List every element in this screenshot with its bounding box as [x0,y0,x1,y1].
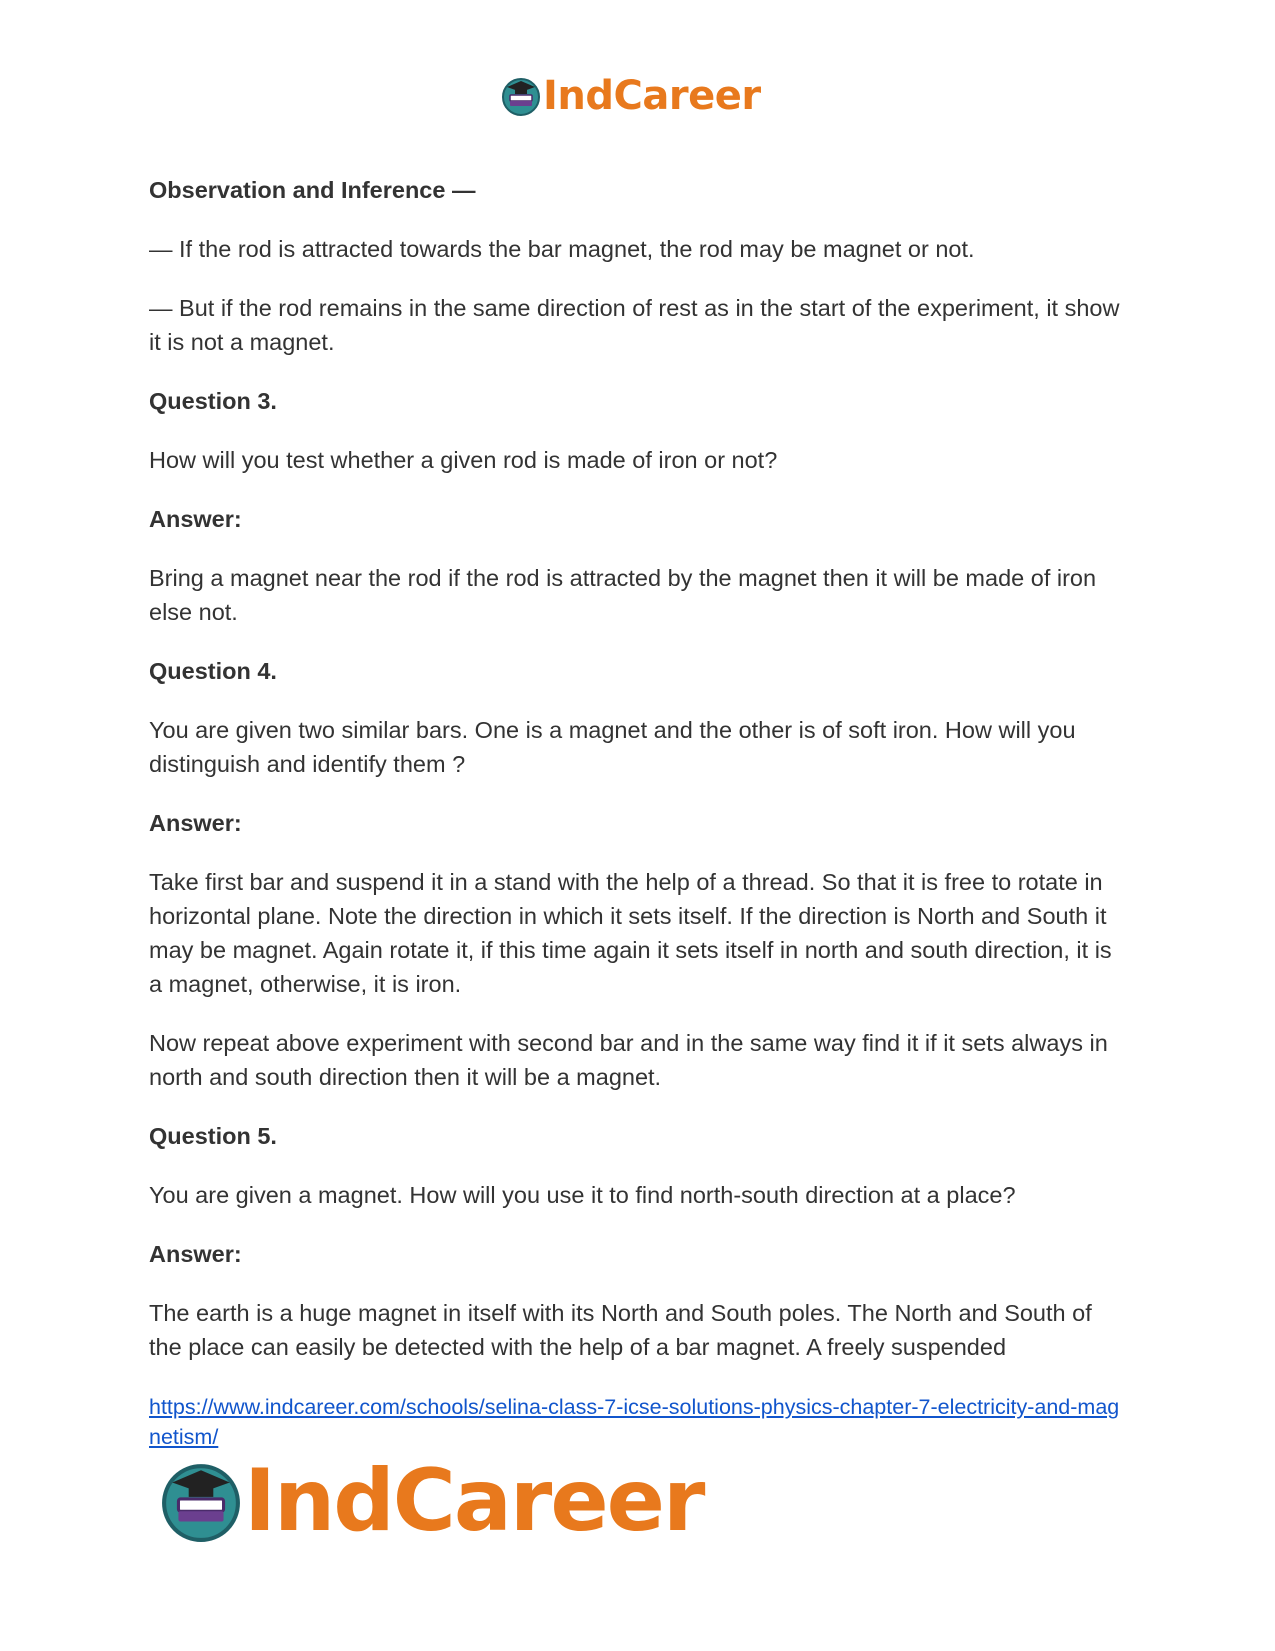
paragraph: Answer: [149,810,242,836]
brand-name: IndCareer [543,73,761,119]
paragraph: — If the rod is attracted towards the bar magnet, the rod may be magnet or not. [149,236,975,262]
paragraph: Question 3. [149,388,277,414]
paragraph: — But if the rod remains in the same direction of rest as in the start of the experiment, it show it is not a magnet. [149,295,1120,355]
paragraph: Bring a magnet near the rod if the rod is attracted by the magnet then it will be made of iron else not. [149,565,1097,625]
paragraph: How will you test whether a given rod is made of iron or not? [149,447,778,473]
document-body [149,173,1129,1389]
paragraph: You are given a magnet. How will you use it to find north-south direction at a place? [149,1182,1016,1208]
paragraph: Now repeat above experiment with second bar and in the same way find it if it sets always in north and south direction then it will be a magnet. [149,1030,1108,1090]
paragraph: You are given two similar bars. One is a magnet and the other is of soft iron. How will you distinguish and identify them ? [149,717,1076,777]
globe-book-icon [160,1460,242,1542]
footer-logo [160,1451,704,1551]
footer-source-link[interactable]: https://www.indcareer.com/schools/selina-class-7-icse-solutions-physics-chapter-7-electricity-and-magnetism/ [149,1395,1120,1449]
paragraph: Question 4. [149,658,277,684]
paragraph: Observation and Inference — [149,177,476,203]
header-logo [501,73,761,119]
paragraph: Answer: [149,1241,242,1267]
paragraph: Answer: [149,506,242,532]
brand-name: IndCareer [244,1451,704,1551]
paragraph: The earth is a huge magnet in itself with its North and South poles. The North and South of the place can easily be detected with the help of a bar magnet. A freely suspended [149,1300,1092,1360]
paragraph: Take first bar and suspend it in a stand with the help of a thread. So that it is free to rotate in horizontal plane. Note the direction in which it sets itself. If the direction is North and South it may be magnet. Again rotate it, if this time again it sets itself in north and south direction, it is a magnet, otherwise, it is iron. [149,869,1112,997]
paragraph: Question 5. [149,1123,277,1149]
globe-book-icon [501,76,541,116]
